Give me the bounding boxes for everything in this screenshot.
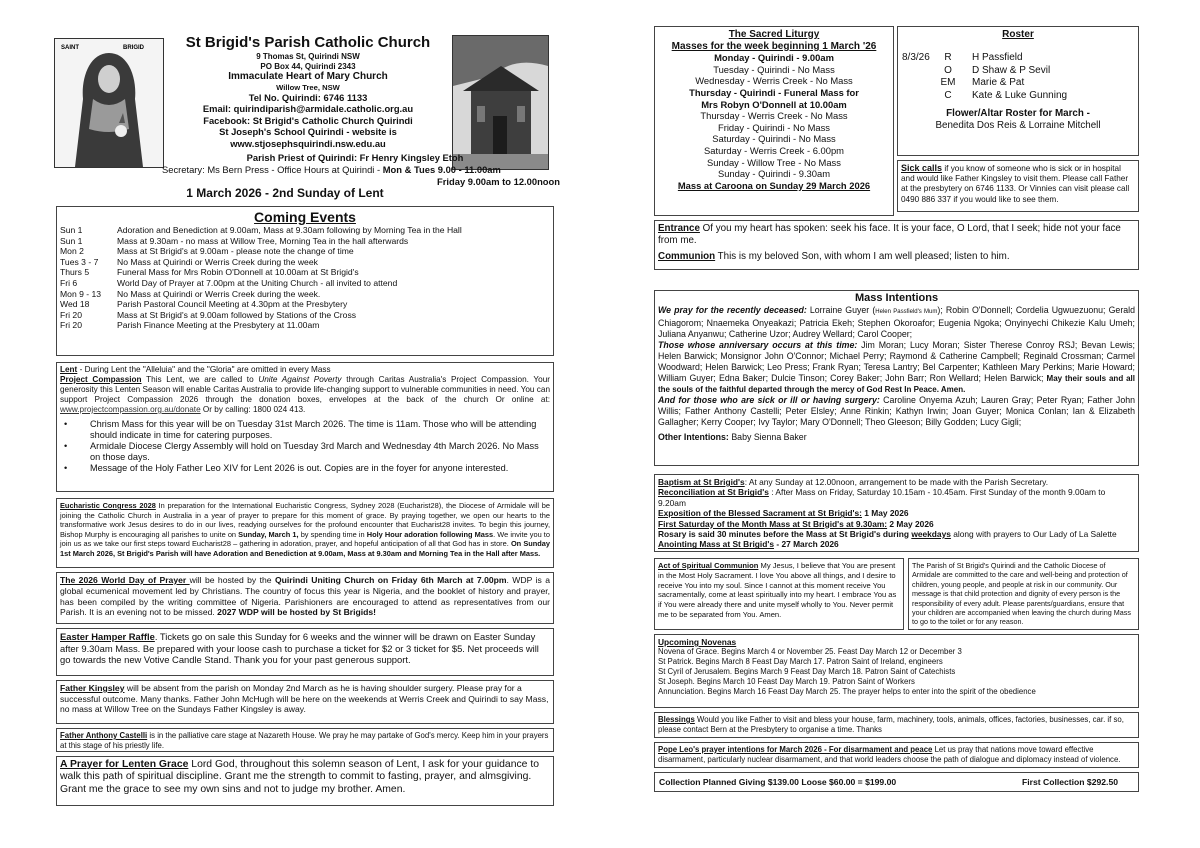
mass-time-line: Saturday - Quirindi - No Mass xyxy=(712,133,836,145)
reconciliation-text: : After Mass on Friday, Saturday 10.15am - 10.45am. First Sunday of the month 9.00am to 9.20am xyxy=(658,487,1106,508)
father-kingsley xyxy=(56,680,554,724)
secretary: Secretary: Ms Bern Press - Office Hours at Quirindi - xyxy=(162,164,381,175)
event-row xyxy=(60,267,550,278)
lent-heading: Lent xyxy=(60,365,78,374)
mass-time-line: Friday - Quirindi - No Mass xyxy=(717,121,830,133)
novena-line: Annunciation. Begins March 16 Feast Day March 25. The prayer helps to enter into the spirit of the obedience xyxy=(658,687,1036,696)
facebook[interactable]: Facebook: St Brigid's Catholic Church Quirindi xyxy=(203,114,413,126)
deceased-note: Helen Passfield's Mum xyxy=(875,309,938,315)
kingsley-heading: Father Kingsley xyxy=(60,683,125,693)
ec-schedule: On Sunday 1st March 2026, St Brigid's Parish will have Adoration and Benediction at 9.00am, Mass at 9.30am and Morning Tea in the Hall after Mass. xyxy=(60,539,551,558)
wdp-text-c: . WDP is a global ecumenical movement led by Christians. The country of focus this year is Nigeria, and the booklet of history and prayer, has been compiled by the writing committee of Nigeria. Parishioners are encouraged to attend as representatives from our Parish. It is an evening not to be missed. xyxy=(60,575,550,618)
intentions-title: Mass Intentions xyxy=(854,292,939,304)
kingsley-text: will be absent from the parish on Monday 2nd March as he is having shoulder surgery. Please pray for a successful outcome. Many thanks. Father John McHugh will be here on the weekends at Werris Creek and Quirindi to say Mass, no mass at Willow Tree on the Sundays Father Kingsley is away. xyxy=(60,683,549,715)
bulletin-date: 1 March 2026 - 2nd Sunday of Lent xyxy=(186,186,384,200)
email[interactable]: Email: quirindiparish@armidale.catholic.org.au xyxy=(202,103,414,115)
roster-row xyxy=(934,77,1067,90)
address-line-2: PO Box 44, Quirindi 2343 xyxy=(260,61,356,71)
exposition-date: 1 May 2026 xyxy=(861,508,909,519)
roster-row xyxy=(934,52,1067,65)
roster-names: Kate & Luke Gunning xyxy=(972,89,1068,101)
priest-info xyxy=(160,152,550,163)
collection-first: First Collection $292.50 xyxy=(1022,777,1118,787)
sick-calls-text: if you know of someone who is sick or in hospital and would like Father Kingsley to visit them. Please call Father at the presbytery on 6746 1133. Or Vinnies can visit please call 0490 886 337 if you would like to see them. xyxy=(901,164,1130,204)
school-website[interactable]: www.stjosephsquirindi.nsw.edu.au xyxy=(230,137,386,149)
entrance-text: Of you my heart has spoken: seek his face. It is your face, O Lord, that I seek; hide not your face from me. xyxy=(658,223,1121,247)
other-intentions: Baby Sienna Baker xyxy=(728,432,807,442)
pope-intentions xyxy=(654,742,1139,768)
mass-times xyxy=(658,52,890,180)
blessings xyxy=(654,712,1139,738)
lent-bullets xyxy=(60,419,550,474)
roster xyxy=(897,26,1139,156)
event-text: Parish Finance Meeting at the Presbytery at 11.00am xyxy=(117,320,320,331)
roster-role: EM xyxy=(940,77,956,89)
event-row xyxy=(60,289,550,300)
blessings-text: Would you like Father to visit and bless your house, farm, machinery, tools, animals, offices, factories, businesses, car. if so, please contact Bern at the Presbytery to organise a time. Thanks xyxy=(658,715,1124,734)
address-line-1: 9 Thomas St, Quirindi NSW xyxy=(256,52,360,61)
svg-text:BRIGID: BRIGID xyxy=(123,45,144,51)
entrance-heading: Entrance xyxy=(658,223,700,234)
event-date: Thurs 5 xyxy=(60,267,90,278)
ihm-church: Immaculate Heart of Mary Church xyxy=(228,71,388,82)
world-day-of-prayer xyxy=(56,572,554,624)
wdp-next-host: 2027 WDP will be hosted by St Brigids! xyxy=(217,607,377,618)
spiritual-communion-heading: Act of Spiritual Communion xyxy=(658,561,759,570)
roster-role: R xyxy=(944,52,952,63)
flower-roster-names: Benedita Dos Reis & Lorraine Mitchell xyxy=(935,120,1101,132)
event-date: Mon 9 - 13 xyxy=(60,288,102,299)
hamper-heading: Easter Hamper Raffle xyxy=(60,631,155,642)
ec-date: Sunday, March 1, xyxy=(238,529,299,539)
eucharistic-heading: Eucharistic Congress 2028 xyxy=(60,501,156,510)
event-row xyxy=(60,246,550,257)
roster-rows xyxy=(934,52,1067,102)
lenten-prayer xyxy=(56,756,554,806)
novena-line: St Cyril of Jerusalem. Begins March 9 Feast Day March 18. Patron Saint of Catechists xyxy=(658,667,956,676)
project-compassion-heading: Project Compassion xyxy=(60,375,142,384)
event-text: World Day of Prayer at 7.00pm at the Uniting Church - all invited to attend xyxy=(117,277,398,288)
parish-header xyxy=(168,34,448,149)
sick-calls xyxy=(897,160,1139,212)
event-text: Parish Pastoral Council Meeting at 4.30pm at the Presbytery xyxy=(117,299,348,310)
deceased-a: Lorraine Guyer ( xyxy=(806,305,876,315)
spiritual-communion-text: My Jesus, I believe that You are present in the Most Holy Sacrament. I love You above all things, and I desire to receive You into my soul. Since I cannot at this moment receive You sacramentally, come at least spiritually into my heart. I embrace You as if You were already there and unite myself wholly to You. Never permit me to be separated from You. Amen. xyxy=(658,561,897,619)
pope-heading: Pope Leo's prayer intentions for March 2026 - For disarmament and peace xyxy=(658,745,933,754)
rosary-text-b: along with prayers to Our Lady of La Salette xyxy=(950,529,1117,540)
castelli-text: is in the palliative care stage at Nazareth House. We pray he may partake of God's mercy. Keep him in your prayers at this stage of his priestly life. xyxy=(60,731,549,750)
ec-text-a: In preparation for the International Eucharistic Congress, Sydney 2028 (Eucharist28), the Diocese of Armidale will be joining the Catholic Church in Australia in a year of prayer to prepare for this moment of grace. By praying together, we open our hearts to the transformative work Jesus desires to do in our lives, readying ourselves for the profound encounter that Eucharist28 invites. To begin this journey, Bishop Murphy is encouraging all parishes to unite on xyxy=(60,501,550,539)
event-date: Wed 18 xyxy=(60,299,90,310)
church-image xyxy=(452,35,549,170)
mass-time-line: Thursday - Quirindi - Funeral Mass for xyxy=(689,86,859,98)
mass-time-line: Wednesday - Werris Creek - No Mass xyxy=(695,75,853,87)
event-date: Fri 20 xyxy=(60,320,82,331)
sick-calls-heading: Sick calls xyxy=(901,163,943,173)
liturgy-week: Masses for the week beginning 1 March '26 xyxy=(671,40,877,52)
ec-holy-hour: Holy Hour adoration following Mass xyxy=(366,529,494,539)
office-hours-1: Mon & Tues 9.00 - 11.00am xyxy=(382,164,501,175)
event-text: No Mass at Quirindi or Werris Creek during the week. xyxy=(117,288,321,299)
sacred-liturgy xyxy=(654,26,894,216)
pc-text-a: This Lent, we are called to xyxy=(141,375,259,384)
anointing-date: - 27 March 2026 xyxy=(774,539,839,550)
easter-hamper xyxy=(56,628,554,676)
blessings-heading: Blessings xyxy=(658,715,695,724)
mass-time-line: Tuesday - Quirindi - No Mass xyxy=(713,63,835,75)
caroona-mass: Mass at Caroona on Sunday 29 March 2026 xyxy=(677,179,871,191)
spiritual-communion xyxy=(654,558,904,630)
novena-line: Novena of Grace. Begins March 4 or November 25. Feast Day March 12 or December 3 xyxy=(658,647,962,656)
hamper-text: . Tickets go on sale this Sunday for 6 weeks and the winner will be drawn on Easter Sunday after 9.30am Mass. Be prepared with your loose cash to purchase a ticket for $2 or 3 ticket for $5. Net proceeds will go towards the new Votive Candle Stand. Thank you for your past generous support. xyxy=(60,631,539,666)
roster-names: D Shaw & P Sevil xyxy=(972,64,1051,76)
event-date: Mon 2 xyxy=(60,246,84,257)
lent-bullet: • Chrism Mass for this year will be on Tuesday 31st March 2026. The time is 11am. Those who will be attending should indicate in time for catering purposes. xyxy=(60,419,550,441)
coming-events xyxy=(56,206,554,356)
event-text: Mass at St Brigid's at 9.00am - please note the change of time xyxy=(117,246,354,257)
collection-planned: Collection Planned Giving $139.00 Loose $60.00 = $199.00 xyxy=(659,777,897,787)
event-text: Funeral Mass for Mrs Robin O'Donnell at 10.00am at St Brigid's xyxy=(117,267,359,278)
antiphons xyxy=(654,220,1139,270)
roster-names: Marie & Pat xyxy=(972,77,1025,89)
mass-time-line: Sunday - Quirindi - 9.30am xyxy=(717,168,831,180)
event-text: Adoration and Benediction at 9.00am, Mass at 9.30am following by Morning Tea in the Hall xyxy=(117,225,462,235)
other-intentions-heading: Other Intentions: xyxy=(658,432,729,442)
flower-roster-title: Flower/Altar Roster for March - xyxy=(946,108,1090,120)
communion-text: This is my beloved Son, with whom I am well pleased; listen to him. xyxy=(715,251,1010,263)
pc-donate-link[interactable]: www.projectcompassion.org.au/donate xyxy=(60,405,201,414)
pope-text: Let us pray that nations move toward effective disarmament, particularly nuclear disarmament, and that world leaders choose the path of dialogue and diplomacy instead of violence. xyxy=(658,745,1121,764)
ihm-location: Willow Tree, NSW xyxy=(276,83,340,92)
collection xyxy=(654,772,1139,792)
lent-bullet: • Armidale Diocese Clergy Assembly will hold on Tuesday 3rd March and Wednesday 4th March 2026. No Mass on those days. xyxy=(60,441,550,463)
mass-time-line: Sunday - Willow Tree - No Mass xyxy=(707,156,841,168)
event-row xyxy=(60,257,550,268)
roster-date: 8/3/26 xyxy=(902,52,930,63)
rest-in-peace: May their souls and all the souls of the faithful departed through the mercy of God Rest In Peace. Amen. xyxy=(658,374,1135,394)
secretary-info xyxy=(162,164,554,175)
mass-time-line: Thursday - Werris Creek - No Mass xyxy=(700,110,848,122)
roster-row xyxy=(934,65,1067,78)
svg-text:SAINT: SAINT xyxy=(61,45,79,51)
rosary-weekdays: weekdays xyxy=(911,529,951,540)
sick-list: Caroline Onyema Azuh; Lauren Gray; Peter Ryan; Father John Willis; Father Anthony Castelli; Peter Elsley; Anne Rinkin; Kathyn Irwin; Joan Guyer; Monica Conlan; Ian & Elizabeth Gallagher; Kerry Cooper; Ivy Taylor; Mary O'Donnell; Theo Gleeson; Billy Godden; Lucy Gigli; xyxy=(658,395,1136,427)
mass-intentions xyxy=(654,290,1139,466)
ec-text-m: by spending time in xyxy=(298,529,367,539)
communion-heading: Communion xyxy=(658,251,716,263)
parish-priest: Parish Priest of Quirindi: Fr Henry Kingsley Etoh xyxy=(246,152,464,163)
event-row xyxy=(60,310,550,321)
novena-line: St Joseph. Begins March 10 Feast Day March 19. Patron Saint of Workers xyxy=(658,677,915,686)
rosary-text: Rosary is said 30 minutes before the Mass at St Brigid's during xyxy=(658,529,912,540)
roster-role: O xyxy=(944,64,952,76)
event-row xyxy=(60,236,550,247)
event-text: Mass at 9.30am - no mass at Willow Tree, Morning Tea in the hall afterwards xyxy=(117,235,409,246)
deceased-heading: We pray for the recently deceased: xyxy=(658,305,807,315)
anniversary-heading: Those whose anniversary occurs at this time: xyxy=(658,340,858,350)
father-castelli xyxy=(56,728,554,752)
event-date: Fri 20 xyxy=(60,309,82,320)
event-text: No Mass at Quirindi or Werris Creek during the week xyxy=(117,256,318,267)
event-date: Tues 3 - 7 xyxy=(60,256,99,267)
event-date: Fri 6 xyxy=(60,277,78,288)
upcoming-novenas xyxy=(654,634,1139,708)
lenten-prayer-text: Lord God, throughout this solemn season of Lent, I ask for your guidance to walk this path of spiritual discipline. Grant me the strength to commit to fasting, prayer, and almsgiving. Grant me the grace to see my own sins and not to judge my brother. Amen. xyxy=(60,759,540,795)
baptism-heading: Baptism at St Brigid's xyxy=(658,477,745,487)
roster-row xyxy=(934,90,1067,103)
mass-time-line: Mrs Robyn O'Donnell at 10.00am xyxy=(701,98,847,110)
parish-title: St Brigid's Parish Catholic Church xyxy=(185,34,431,51)
school-line: St Joseph's School Quirindi - website is xyxy=(219,126,397,138)
event-date: Sun 1 xyxy=(60,235,83,246)
novenas-title: Upcoming Novenas xyxy=(658,637,737,647)
roster-title: Roster xyxy=(1002,29,1034,40)
sick-heading: And for those who are sick or ill or having surgery: xyxy=(658,395,880,405)
anointing-heading: Anointing Mass at St Brigid's xyxy=(658,539,774,550)
sacraments xyxy=(654,474,1139,552)
pc-text-c: Or by calling: 1800 024 413. xyxy=(200,405,306,414)
deceased-list: ); Robin O'Donnell; Cordelia Ugwuezuonu; Gerald Chiagorom; Nnaemeka Onyeakazi; Patricia Ekeh; Stephen Okoroafor; Eugenia Ngoka; Onyinyechi Chikezie Kalu Umeh; Juliana Anyanwu; Catherine Uzor; Audrey Wellard; Carol Cooper; xyxy=(658,305,1135,339)
pc-theme: Unite Against Poverty xyxy=(258,375,342,384)
roster-role: C xyxy=(944,89,952,101)
mass-time-line: Saturday - Werris Creek - 6.00pm xyxy=(704,144,844,156)
castelli-heading: Father Anthony Castelli xyxy=(60,731,148,740)
child-safeguarding xyxy=(908,558,1139,630)
event-row xyxy=(60,320,550,331)
events-list xyxy=(60,225,550,331)
exposition-heading: Exposition of the Blessed Sacrament at St Brigid's: xyxy=(658,508,862,519)
first-saturday-heading: First Saturday of the Month Mass at St Brigid's at 9.30am: xyxy=(658,518,888,529)
lent-section xyxy=(56,362,554,492)
novena-list xyxy=(658,647,1135,697)
liturgy-title: The Sacred Liturgy xyxy=(728,29,820,40)
roster-names: H Passfield xyxy=(972,52,1023,63)
reconciliation-heading: Reconciliation at St Brigid's xyxy=(658,487,769,498)
event-row xyxy=(60,225,550,236)
wdp-heading: The 2026 World Day of Prayer xyxy=(60,575,190,585)
office-hours-2: Friday 9.00am to 12.00noon xyxy=(437,176,560,187)
baptism-text: : At any Sunday at 12.00noon, arrangement to be made with the Parish Secretary. xyxy=(744,477,1049,487)
wdp-venue: Quirindi Uniting Church on Friday 6th March at 7.00pm xyxy=(274,575,507,585)
event-text: Mass at St Brigid's at 9.00am followed by Stations of the Cross xyxy=(117,309,357,320)
event-row xyxy=(60,278,550,289)
ec-text-c: . We invite you to join us as we take our first steps toward Eucharist28 – gathering in adoration, prayer, and hopeful anticipation of all that God has in store. xyxy=(60,529,550,549)
events-title: Coming Events xyxy=(254,209,356,225)
wdp-text-a: will be hosted by the xyxy=(189,575,275,585)
eucharistic-congress xyxy=(56,498,554,568)
event-row xyxy=(60,299,550,310)
first-saturday-date: 2 May 2026 xyxy=(887,518,934,529)
lent-bullet: • Message of the Holy Father Leo XIV for Lent 2026 is out. Copies are in the foyer for anyone interested. xyxy=(60,463,550,474)
mass-time-line: Monday - Quirindi - 9.00am xyxy=(714,52,834,64)
anniversary-list: Jim Moran; Lucy Moran; Sister Therese Conroy RSJ; Bevan Lewis; Helen Barwick; Monsignor John O'Connor; Michael Perry; Raymond & Catherine Campbell; Reginald Crossman; Carmel Woodward; Helen Barwick; Leo Press; Frank Ryan; Teresa Lantry; Bel Carpenter; Kathleen Mary Perkins; Marie Howard; William Guyer; Edna Baker; Dulcie Tinson; Corey Baker; John Barr; Ron Wellard; Helen Barwick; xyxy=(658,340,1135,383)
saint-brigid-image xyxy=(54,38,164,168)
pc-text-b: through Caritas Australia's Project Compassion. Your generosity this Lenten Season will enable Caritas Australia to provide life-changing support to vulnerable communities in need. You can support Project Compassion 2026 through the donation boxes, envelopes at the back of the church Or online at: xyxy=(60,375,550,404)
novena-line: St Patrick. Begins March 8 Feast Day March 17. Patron Saint of Ireland, engineers xyxy=(658,657,943,666)
safeguarding-text: The Parish of St Brigid's Quirindi and the Catholic Diocese of Armidale are committed to the care and well-being and protection of children, young people, and people at risk in our community. Our message is that child protection and dignity of every person is the responsibility of every adult. Please parents/guardians, ensure that your children are accompanied when leaving the church during Mass to go to the toilet or for any reason. xyxy=(912,561,1131,627)
lent-intro: - During Lent the "Alleluia" and the "Gloria" are omitted in every Mass xyxy=(77,365,331,374)
lenten-prayer-heading: A Prayer for Lenten Grace xyxy=(60,759,189,770)
telephone: Tel No. Quirindi: 6746 1133 xyxy=(248,92,368,103)
event-date: Sun 1 xyxy=(60,225,83,235)
